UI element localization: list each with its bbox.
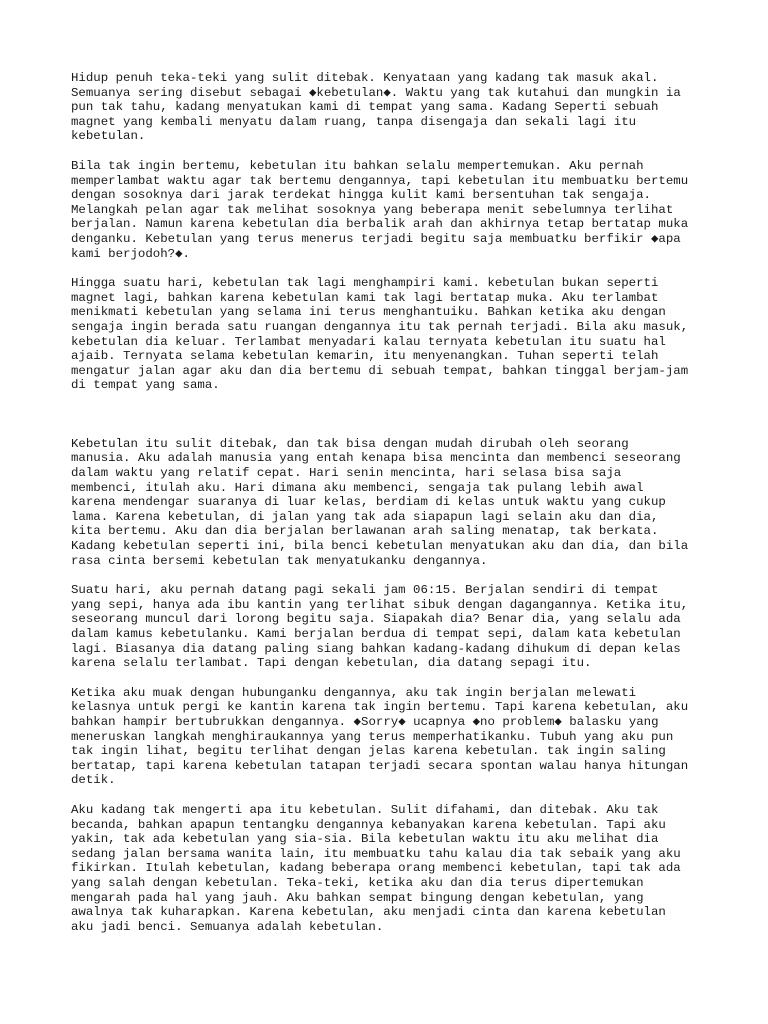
paragraph-1: Hidup penuh teka-teki yang sulit ditebak. Kenyataan yang kadang tak masuk akal. Semuanya sering disebut sebagai ◆kebetulan◆. Waktu yang tak kutahui dan mungkin ia pun tak tahu, kadang menyatukan kami di tempat yang sama. Kadang Seperti sebuah magnet yang kembali menyatu dalam ruang, tanpa disengaja dan sekali lagi itu kebetulan. [71,71,681,144]
paragraph-5: Suatu hari, aku pernah datang pagi sekali jam 06:15. Berjalan sendiri di tempat yang sepi, hanya ada ibu kantin yang terlihat sibuk dengan dagangannya. Ketika itu, seseorang muncul dari lorong begitu saja. Siapakah dia? Benar dia, yang selalu ada dalam kamus kebetulanku. Kami berjalan berdua di tempat sepi, dalam kata kebetulan lagi. Biasanya dia datang paling siang bahkan kadang-kadang dihukum di depan kelas karena selalu terlambat. Tapi dengan kebetulan, dia datang sepagi itu. [71,583,689,671]
paragraph-2: Bila tak ingin bertemu, kebetulan itu bahkan selalu mempertemukan. Aku pernah memperlambat waktu agar tak bertemu dengannya, tapi kebetulan itu membuatku bertemu dengan sosoknya dari jarak terdekat hingga kulit kami bersentuhan tak sengaja. Melangkah pelan agar tak melihat sosoknya yang beberapa menit sebelumnya terlihat berjalan. Namun karena kebetulan dia berbalik arah dan akhirnya tetap bertatap muka denganku. Kebetulan yang terus menerus terjadi begitu saja membuatku berfikir ◆apa kami berjodoh?◆. [71,158,689,261]
paragraph-7: Aku kadang tak mengerti apa itu kebetulan. Sulit difahami, dan ditebak. Aku tak becanda, bahkan apapun tentangku dengannya kebanyakan karena kebetulan. Tapi aku yakin, tak ada kebetulan yang sia-sia. Bila kebetulan waktu itu aku melihat dia sedang jalan bersama wanita lain, itu membuatku tahu kalau dia tak sebaik yang aku fikirkan. Itulah kebetulan, kadang beberapa orang membenci kebetulan, tapi tak ada yang salah dengan kebetulan. Teka-teki, ketika aku dan dia terus dipertemukan mengarah pada hal yang jauh. Aku bahkan sempat bingung dengan kebetulan, yang awalnya tak kuharapkan. Karena kebetulan, aku menjadi cinta dan karena kebetulan aku jadi benci. Semuanya adalah kebetulan. [71,802,681,934]
paragraph-3: Hingga suatu hari, kebetulan tak lagi menghampiri kami. kebetulan bukan seperti magnet lagi, bahkan karena kebetulan kami tak lagi bertatap muka. Aku terlambat menikmati kebetulan yang selama ini terus menghantuiku. Bahkan ketika aku dengan sengaja ingin berada satu ruangan dengannya itu tak pernah terjadi. Bila aku masuk, kebetulan dia keluar. Terlambat menyadari kalau ternyata kebetulan itu suatu hal ajaib. Ternyata selama kebetulan kemarin, itu menyenangkan. Tuhan seperti telah mengatur jalan agar aku dan dia bertemu di sebuah tempat, bahkan tinggal berjam-jam di tempat yang sama. [71,276,689,393]
paragraph-4: Kebetulan itu sulit ditebak, dan tak bisa dengan mudah dirubah oleh seorang manusia. Aku adalah manusia yang entah kenapa bisa mencinta dan membenci seseorang dalam waktu yang relatif cepat. Hari senin mencinta, hari selasa bisa saja membenci, itulah aku. Hari dimana aku membenci, sengaja tak pulang lebih awal karena mendengar suaranya di luar kelas, berdiam di kelas untuk waktu yang cukup lama. Karena kebetulan, di jalan yang tak ada siapapun lagi selain aku dan dia, kita bertemu. Aku dan dia berjalan berlawanan arah saling menatap, tak berkata. Kadang kebetulan seperti ini, bila benci kebetulan menyatukan aku dan dia, dan bila rasa cinta bersemi kebetulan tak menyatukanku dengannya. [71,436,689,568]
document-body [71,71,711,949]
paragraph-6: Ketika aku muak dengan hubunganku dengannya, aku tak ingin berjalan melewati kelasnya untuk pergi ke kantin karena tak ingin bertemu. Tapi karena kebetulan, aku bahkan hampir bertubrukkan dengannya. ◆Sorry◆ ucapnya ◆no problem◆ balasku yang meneruskan langkah menghiraukannya yang terus memperhatikanku. Tubuh yang aku pun tak ingin lihat, begitu terlihat dengan jelas karena kebetulan. tak ingin saling bertatap, tapi karena kebetulan tatapan terjadi secara spontan walau hanya hitungan detik. [71,685,689,788]
